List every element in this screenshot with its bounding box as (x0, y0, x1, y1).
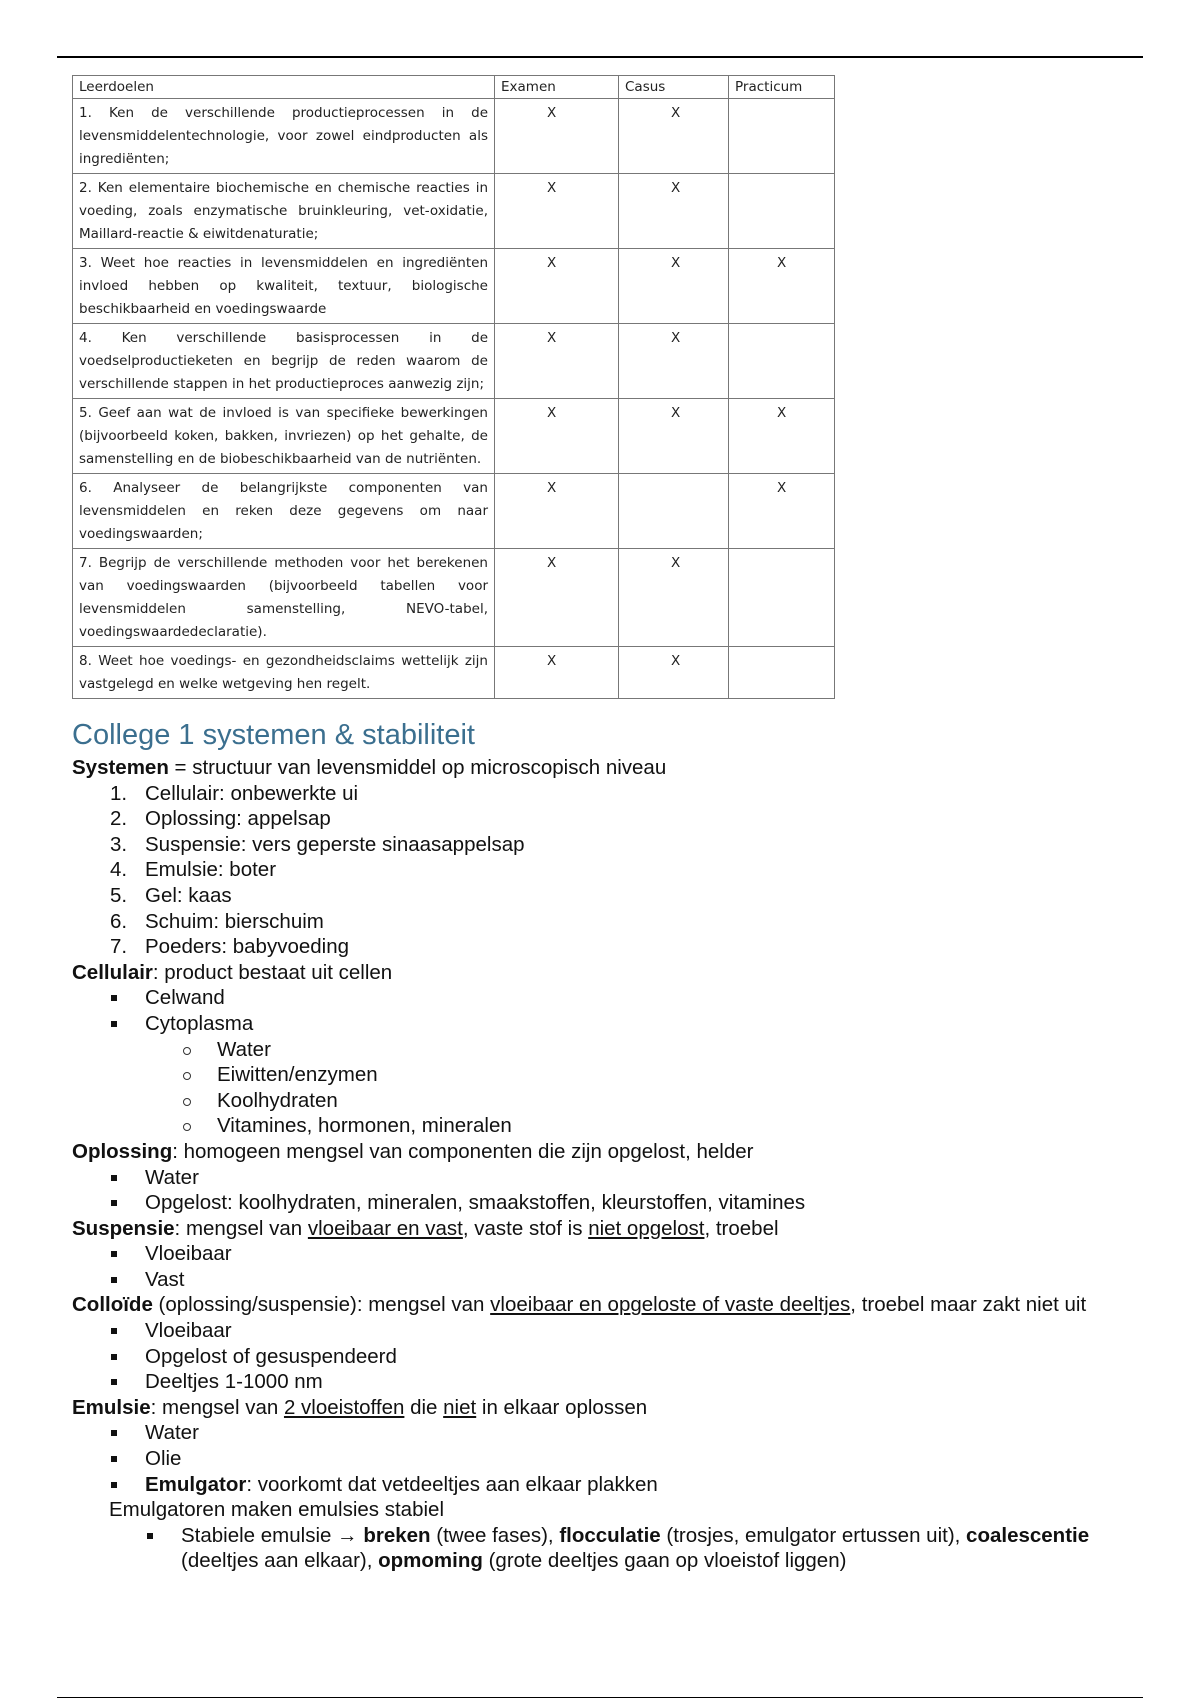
goal-examen-mark: X (547, 255, 557, 271)
list-item (72, 1267, 1132, 1293)
list-item-text: Vloeibaar (145, 1319, 232, 1343)
goal-casus-mark: X (671, 653, 681, 669)
list-item-text: Cytoplasma (145, 1011, 254, 1035)
goal-practicum-cell (729, 399, 835, 474)
list-number: 2. (110, 807, 128, 831)
header-examen: Examen (495, 76, 619, 99)
goal-practicum-mark: X (777, 405, 787, 421)
square-bullet-icon (111, 1175, 117, 1181)
list-item (72, 1446, 1132, 1472)
list-item (72, 1037, 1132, 1063)
goal-casus-mark: X (671, 405, 681, 421)
goal-text: 6. Analyseer de belangrijkste componenten van levensmiddelen en reken deze gegevens om naar voedingswaarden; (73, 474, 495, 549)
list-item (72, 1369, 1132, 1395)
term-suspensie: Suspensie (72, 1216, 175, 1240)
circle-bullet-icon (183, 1072, 191, 1080)
notes-section (72, 718, 1132, 1574)
colloide-def: (oplossing/suspensie): mengsel van (152, 1293, 491, 1317)
goal-examen-cell (495, 324, 619, 399)
goal-practicum-mark: X (777, 480, 787, 496)
list-item (72, 1165, 1132, 1191)
suspensie-def: , troebel (704, 1216, 779, 1240)
header-practicum: Practicum (729, 76, 835, 99)
underlined-text: niet opgelost (588, 1216, 705, 1240)
list-item (72, 1088, 1132, 1114)
emulgator-def: : voorkomt dat vetdeeltjes aan elkaar plakken (246, 1472, 658, 1496)
list-item-text: Schuim: bierschuim (145, 909, 324, 933)
goal-examen-cell (495, 647, 619, 699)
list-number: 5. (110, 883, 128, 907)
table-header-row (73, 76, 835, 99)
list-item (72, 1344, 1132, 1370)
square-bullet-icon (111, 1328, 117, 1334)
goal-casus-cell (619, 399, 729, 474)
goal-text: 5. Geef aan wat de invloed is van specifieke bewerkingen (bijvoorbeeld koken, bakken, invriezen) op het gehalte, de samenstelling en de biobeschikbaarheid van de nutriënten. (73, 399, 495, 474)
goal-practicum-cell (729, 647, 835, 699)
underlined-text: 2 vloeistoffen (283, 1395, 405, 1419)
list-item (72, 1318, 1132, 1344)
list-item-text: Cellulair: onbewerkte ui (145, 781, 359, 805)
oplossing-list (72, 1165, 1132, 1216)
oplossing-definition (72, 1139, 1132, 1165)
square-bullet-icon (111, 1277, 117, 1283)
goal-practicum-mark (729, 653, 777, 669)
goal-practicum-mark (729, 105, 777, 121)
list-item-text: Vitamines, hormonen, mineralen (217, 1114, 512, 1138)
stability-text: Stabiele emulsie (181, 1523, 338, 1547)
goal-text: 2. Ken elementaire biochemische en chemische reacties in voeding, zoals enzymatische bruinkleuring, vet-oxidatie, Maillard-reactie & eiwitdenaturatie; (73, 174, 495, 249)
list-item-text: Koolhydraten (217, 1088, 338, 1112)
table-row (73, 549, 835, 647)
list-item-text: Oplossing: appelsap (145, 807, 331, 831)
goal-examen-mark: X (547, 330, 557, 346)
goal-practicum-mark: X (777, 255, 787, 271)
circle-bullet-icon (183, 1123, 191, 1131)
emulsie-def: in elkaar oplossen (476, 1395, 648, 1419)
list-item (72, 1472, 1132, 1498)
stability-text: (trosjes, emulgator ertussen uit), (660, 1523, 967, 1547)
list-item (72, 1190, 1132, 1216)
stability-text: (twee fases), (430, 1523, 560, 1547)
stability-text: (deeltjes aan elkaar), (181, 1549, 379, 1573)
list-number: 7. (110, 935, 128, 959)
list-number: 4. (110, 858, 128, 882)
goal-casus-cell (619, 324, 729, 399)
oplossing-def: : homogeen mengsel van componenten die zijn opgelost, helder (172, 1139, 754, 1163)
systemen-list (72, 781, 1132, 960)
list-item-text: Opgelost: koolhydraten, mineralen, smaakstoffen, kleurstoffen, vitamines (145, 1191, 806, 1215)
cellulair-definition (72, 960, 1132, 986)
suspensie-list (72, 1241, 1132, 1292)
term-breken: breken (363, 1523, 431, 1547)
list-item (72, 1523, 1132, 1574)
goal-practicum-mark (729, 330, 777, 346)
goal-examen-cell (495, 474, 619, 549)
suspensie-def: : mengsel van (174, 1216, 308, 1240)
systemen-def: = structuur van levensmiddel op microscopisch niveau (168, 756, 667, 779)
goal-examen-cell (495, 174, 619, 249)
list-item-text: Emulsie: boter (145, 858, 277, 882)
square-bullet-icon (111, 1200, 117, 1206)
list-item-text: Vast (145, 1267, 185, 1291)
header-rule (57, 56, 1143, 58)
list-item-text: Celwand (145, 986, 225, 1010)
square-bullet-icon (147, 1533, 153, 1539)
goal-examen-mark: X (547, 555, 557, 571)
list-item (72, 1420, 1132, 1446)
goal-examen-mark: X (547, 105, 557, 121)
emulsie-definition (72, 1395, 1132, 1421)
goal-text: 8. Weet hoe voedings- en gezondheidsclaims wettelijk zijn vastgelegd en welke wetgeving hen regelt. (73, 647, 495, 699)
goal-casus-cell (619, 99, 729, 174)
suspensie-definition (72, 1216, 1132, 1242)
table-row (73, 324, 835, 399)
section-heading: College 1 systemen & stabiliteit (72, 719, 475, 751)
goal-examen-mark: X (547, 405, 557, 421)
goal-casus-cell (619, 474, 729, 549)
underlined-text: vloeibaar en opgeloste of vaste deeltjes (490, 1293, 851, 1317)
underlined-text: niet (443, 1395, 477, 1419)
goal-examen-mark: X (547, 653, 557, 669)
list-item-text: Gel: kaas (145, 883, 232, 907)
square-bullet-icon (111, 1430, 117, 1436)
cellulair-def: : product bestaat uit cellen (152, 960, 393, 984)
goal-examen-cell (495, 99, 619, 174)
goal-practicum-cell (729, 549, 835, 647)
stability-text: (grote deeltjes gaan op vloeistof liggen) (482, 1549, 847, 1573)
table-body (73, 99, 835, 699)
colloide-definition (72, 1292, 1132, 1318)
list-item-text: Eiwitten/enzymen (217, 1063, 378, 1087)
list-item-text: Water (145, 1165, 199, 1189)
list-item-text: Poeders: babyvoeding (145, 935, 350, 959)
goal-text: 1. Ken de verschillende productieprocessen in de levensmiddelentechnologie, voor zowel eindproducten als ingrediënten; (73, 99, 495, 174)
systemen-definition (72, 755, 1132, 781)
learning-goals-table (72, 75, 835, 699)
goal-practicum-cell (729, 249, 835, 324)
arrow-right-icon: → (337, 1523, 358, 1547)
emulsie-def: : mengsel van (150, 1395, 284, 1419)
list-item (72, 1062, 1132, 1088)
table-row (73, 174, 835, 249)
header-leerdoelen: Leerdoelen (73, 76, 495, 99)
list-item (72, 909, 1132, 935)
term-systemen: Systemen (72, 756, 169, 779)
colloide-def: , troebel maar zakt niet uit (850, 1293, 1087, 1317)
square-bullet-icon (111, 1456, 117, 1462)
goal-examen-cell (495, 399, 619, 474)
list-item (72, 883, 1132, 909)
goal-practicum-mark (729, 180, 777, 196)
list-item-text: Vloeibaar (145, 1242, 232, 1266)
goal-casus-cell (619, 174, 729, 249)
list-item (72, 1011, 1132, 1037)
table-row (73, 399, 835, 474)
circle-bullet-icon (183, 1098, 191, 1106)
square-bullet-icon (111, 1354, 117, 1360)
goal-text: 7. Begrijp de verschillende methoden voor het berekenen van voedingswaarden (bijvoorbeeld tabellen voor levensmiddelen samenstelling, NEVO-tabel, voedingswaardedeclaratie). (73, 549, 495, 647)
term-coalescentie: coalescentie (966, 1523, 1090, 1547)
goal-casus-cell (619, 549, 729, 647)
list-item (72, 832, 1132, 858)
footer-rule (57, 1697, 1143, 1698)
header-casus: Casus (619, 76, 729, 99)
list-item (72, 806, 1132, 832)
list-number: 1. (110, 781, 128, 805)
list-number: 6. (110, 909, 128, 933)
goal-practicum-cell (729, 174, 835, 249)
square-bullet-icon (111, 1482, 117, 1488)
goal-examen-cell (495, 549, 619, 647)
circle-bullet-icon (183, 1047, 191, 1055)
table-row (73, 647, 835, 699)
goal-examen-cell (495, 249, 619, 324)
goal-casus-mark: X (671, 180, 681, 196)
square-bullet-icon (111, 1021, 117, 1027)
goal-casus-mark: X (671, 330, 681, 346)
list-item (72, 857, 1132, 883)
table-row (73, 249, 835, 324)
goal-examen-mark: X (547, 180, 557, 196)
term-colloide: Colloïde (72, 1293, 153, 1317)
emulsie-list (72, 1420, 1132, 1471)
goal-casus-cell (619, 647, 729, 699)
term-cellulair: Cellulair (72, 960, 153, 984)
colloide-list (72, 1318, 1132, 1395)
goal-text: 3. Weet hoe reacties in levensmiddelen en ingrediënten invloed hebben op kwaliteit, textuur, biologische beschikbaarheid en voedingswaarde (73, 249, 495, 324)
term-flocculatie: flocculatie (559, 1523, 661, 1547)
term-opmoming: opmoming (378, 1549, 483, 1573)
emulgator-note: Emulgatoren maken emulsies stabiel (109, 1498, 444, 1522)
goal-casus-mark: X (671, 555, 681, 571)
goal-practicum-mark (729, 555, 777, 571)
list-item-text: Deeltjes 1-1000 nm (145, 1370, 323, 1394)
suspensie-def: , vaste stof is (462, 1216, 589, 1240)
table-row (73, 99, 835, 174)
goal-text: 4. Ken verschillende basisprocessen in de voedselproductieketen en begrijp de reden waarom de verschillende stappen in het productieproces aanwezig zijn; (73, 324, 495, 399)
list-number: 3. (110, 832, 128, 856)
goal-casus-cell (619, 249, 729, 324)
term-emulsie: Emulsie (72, 1395, 151, 1419)
list-item-text: Opgelost of gesuspendeerd (145, 1344, 397, 1368)
goal-casus-mark: X (671, 105, 681, 121)
square-bullet-icon (111, 1379, 117, 1385)
goal-practicum-cell (729, 474, 835, 549)
list-item-text: Suspensie: vers geperste sinaasappelsap (145, 832, 525, 856)
list-item-text: Water (145, 1421, 199, 1445)
goal-practicum-cell (729, 324, 835, 399)
emulsie-def: die (404, 1395, 444, 1419)
goal-examen-mark: X (547, 480, 557, 496)
goal-casus-mark (619, 480, 671, 496)
underlined-text: vloeibaar en vast (307, 1216, 463, 1240)
square-bullet-icon (111, 995, 117, 1001)
list-item (72, 1241, 1132, 1267)
term-oplossing: Oplossing (72, 1139, 173, 1163)
cytoplasma-sublist (72, 1037, 1132, 1139)
list-item (72, 934, 1132, 960)
term-emulgator: Emulgator (145, 1472, 247, 1496)
list-item-text: Olie (145, 1447, 182, 1471)
list-item-text: Water (217, 1037, 271, 1061)
list-item (72, 985, 1132, 1011)
goal-casus-mark: X (671, 255, 681, 271)
goal-practicum-cell (729, 99, 835, 174)
square-bullet-icon (111, 1251, 117, 1257)
table-row (73, 474, 835, 549)
list-item (72, 781, 1132, 807)
list-item (72, 1113, 1132, 1139)
